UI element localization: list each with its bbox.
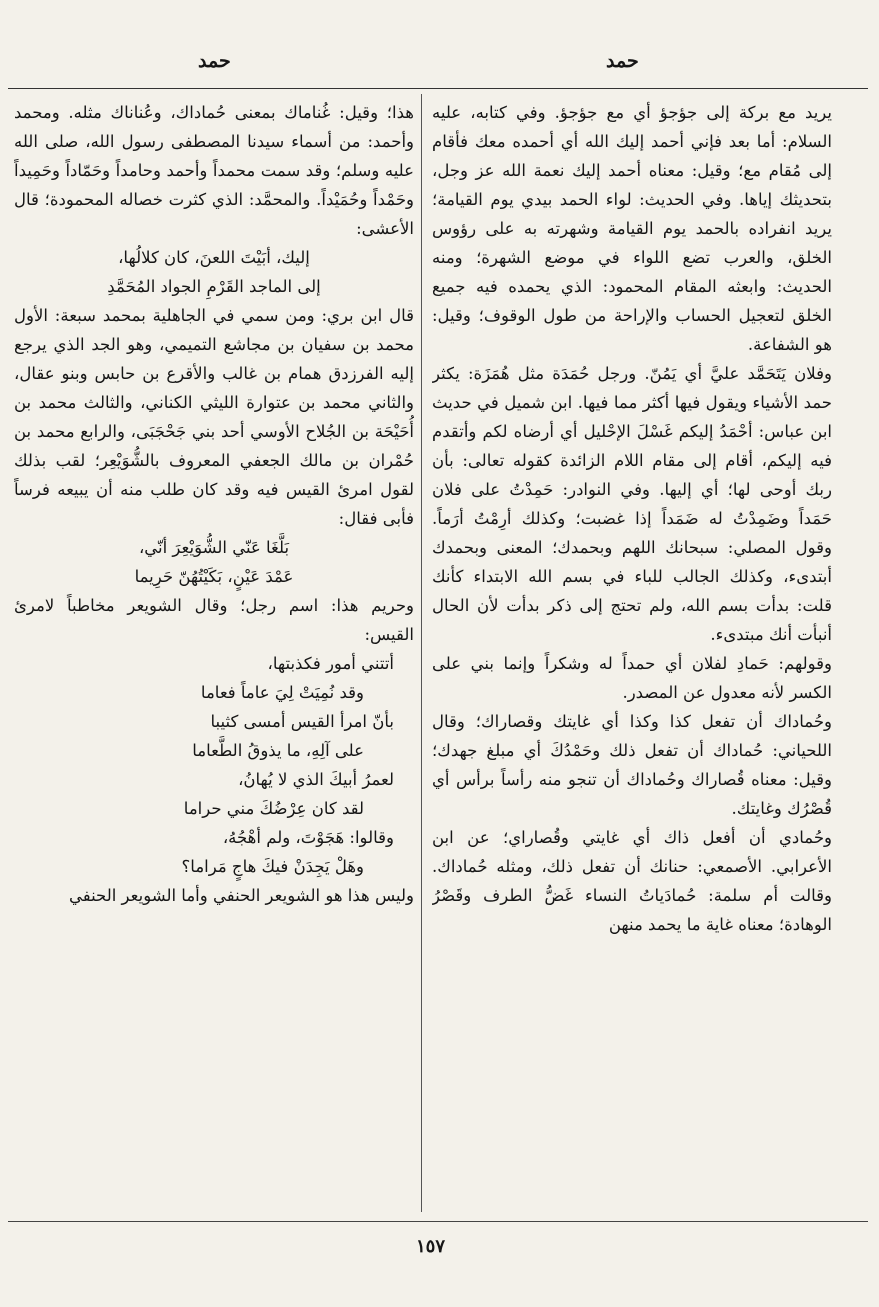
poem-line: وهَلْ يَجِدَنْ فيكَ هاجٍ مَراما؟ [181, 857, 364, 876]
poem-line: بَلَّغَا عَنّي الشُّوَيْعِرَ أنّي، [138, 538, 290, 557]
running-headword-left: حمد [198, 50, 231, 72]
left-paragraph: وحريم هذا: اسم رجل؛ وقال الشويعر مخاطباً لامرئ القيس: [14, 596, 414, 644]
left-column [14, 98, 414, 1213]
poem-line: لعمرُ أبيكَ الذي لا يُهانُ، [238, 770, 394, 789]
running-headword-right: حمد [606, 50, 639, 72]
footer-rule [8, 1221, 868, 1222]
poem-line: لقد كان عِرْضُكَ مني حراما [183, 799, 364, 818]
left-paragraph: وليس هذا هو الشويعر الحنفي وأما الشويعر الحنفي [68, 886, 414, 905]
right-paragraph: وقولهم: حَمادِ لفلان أي حمداً له وشكراً وإنما بني على الكسر لأنه معدول عن المصدر. [432, 654, 832, 702]
page-number: ١٥٧ [416, 1236, 446, 1257]
poem-line: إليك، أبَيْتَ اللعنَ، كان كلالُها، [118, 248, 310, 267]
poem-line: على آلِهِ، ما يذوقُ الطَّعاما [192, 741, 364, 760]
poem-line: بأنّ امرأ القيس أمسى كثيبا [210, 712, 394, 731]
poem-stanza [14, 649, 414, 881]
poem-line: عَمْدَ عَيْنٍ، بَكَيْتُهُنّ حَرِيما [134, 567, 294, 586]
right-column [432, 98, 832, 1213]
header-rule [8, 88, 868, 89]
right-paragraph: وحُماداك أن تفعل كذا وكذا أي غايتك وقصاراك؛ وقال اللحياني: حُماداك أن تفعل ذلك وحَمْدُكَ أي مبلغ جهدك؛ وقيل: معناه قُصاراك وحُماداك أن تنجو منه رأساً برأس أي قُصْرُك وغايتك. [432, 712, 832, 818]
right-paragraph: يريد مع بركة إلى جؤجؤ أي مع جؤجؤ. وفي كتابه، عليه السلام: أما بعد فإني أحمد إليك الله أي أحمده معك فأقام إلى مُقام مع؛ وقيل: معناه أحمد إليك نعمة الله عز وجل، بتحديثك إياها. وفي الحديث: لواء الحمد بيدي يوم القيامة؛ يريد انفراده بالحمد يوم القيامة وشهرته به على رؤوس الخلق، والعرب تضع اللواء في موضع الشهرة؛ ومنه الحديث: وابعثه المقام المحمود: الذي يحمده فيه جميع الخلق لتعجيل الحساب والإراحة من طول الوقوف؛ وقيل: هو الشفاعة. [432, 103, 832, 354]
left-paragraph: هذا؛ وقيل: غُناماك بمعنى حُماداك، وعُناناك مثله. ومحمد وأحمد: من أسماء سيدنا المصطفى رسول الله، صلى الله عليه وسلم؛ وقد سمت محمداً وأحمد وحامداً وحَمّاداً وحَمِيداً وحَمْداً وحُمَيْداً. والمحمَّد: الذي كثرت خصاله المحمودة؛ قال الأعشى: [14, 103, 414, 238]
poem-line: إلى الماجد القَرْمِ الجواد المُحَمَّدِ [107, 277, 321, 296]
right-paragraph: وفلان يَتَحَمَّد عليَّ أي يَمُنّ. ورجل حُمَدَة مثل هُمَزَة: يكثر حمد الأشياء ويقول فيها أكثر مما فيها. ابن شميل في حديث ابن عباس: أحْمَدُ إليكم غَسْلَ الإحْليل أي أرضاه لكم وأتقدم فيه إليكم، أقام إلى مقام اللام الزائدة كقوله تعالى: بأن ربك أوحى لها؛ أي إليها. وفي النوادر: حَمِدْتُ على فلان حَمَداً وضَمِدْتُ له ضَمَداً إذا غضبت؛ وكذلك أرِمْتُ أرَماً. وقول المصلي: سبحانك اللهم وبحمدك؛ المعنى وبحمدك أبتدىء، وكذلك الجالب للباء في بسم الله الابتداء كأنك قلت: بدأت بسم الله، ولم تحتج إلى ذكر بدأت لأن الحال أنبأت أنك مبتدىء. [432, 364, 832, 644]
column-divider [421, 94, 422, 1212]
left-paragraph: قال ابن بري: ومن سمي في الجاهلية بمحمد سبعة: الأول محمد بن سفيان بن مجاشع التميمي، وهو الجد الذي يرجع إليه الفرزدق همام بن غالب والأقرع بن حابس وبنو عقال، والثاني محمد بن عتوارة الليثي الكناني، والثالث محمد بن أُحَيْحَة بن الجُلاح الأوسي أحد بني جَحْجَبَى، والرابع محمد بن حُمْران بن مالك الجعفي المعروف بالشُّوَيْعِر؛ لقب بذلك لقول امرئ القيس فيه وقد كان طلب منه أن يبيعه فرساً فأبى فقال: [14, 306, 414, 528]
poem-line: أتتني أمور فكذبتها، [267, 654, 394, 673]
right-paragraph: وحُمادي أن أفعل ذاك أي غايتي وقُصاراي؛ عن ابن الأعرابي. الأصمعي: حنانك أن تفعل ذلك، ومثله حُماداك. وقالت أم سلمة: حُمادَياتُ النساء غَضُّ الطرف وقَصْرُ الوهادة؛ معناه غاية ما يحمد منهن [432, 828, 832, 934]
poem-line: وقالوا: هَجَوْتَ، ولم أهْجُهُ، [222, 828, 394, 847]
poem-line: وقد نُمِيَتْ لِيَ عاماً فعاما [200, 683, 364, 702]
